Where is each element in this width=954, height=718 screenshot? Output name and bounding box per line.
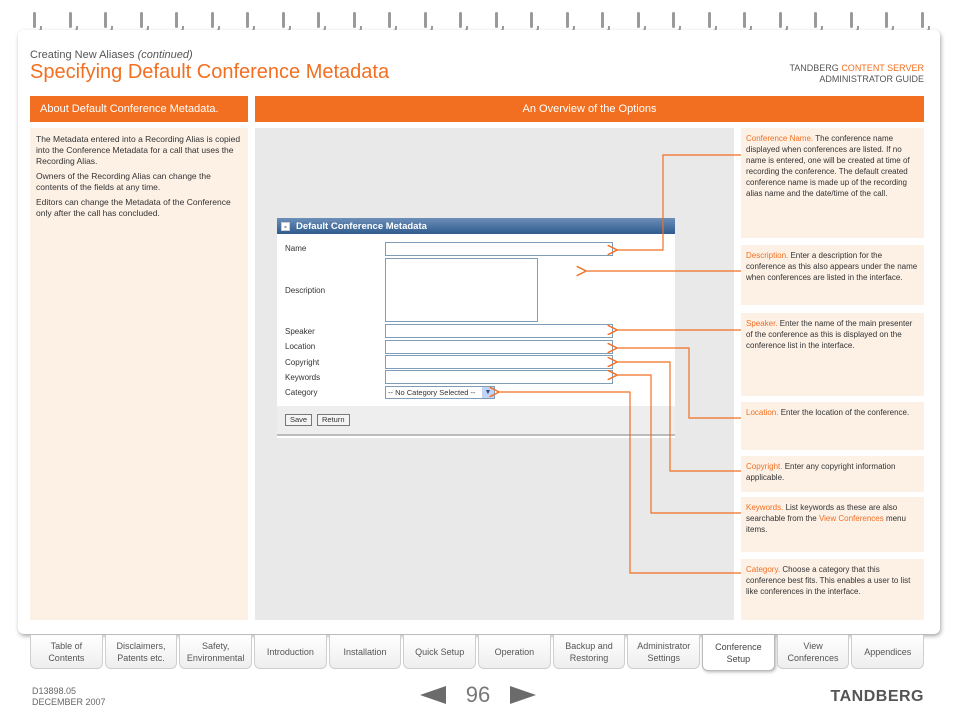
callout-label: Copyright.: [746, 462, 783, 471]
about-section-bar: About Default Conference Metadata.: [30, 96, 248, 122]
callout-text: Enter the name of the main presenter of the conference as this is displayed on the conference list in the interface.: [746, 319, 913, 350]
form-button-bar: [277, 406, 675, 436]
name-label: Name: [285, 244, 307, 253]
about-paragraph: Owners of the Recording Alias can change the contents of the fields at any time.: [36, 171, 211, 192]
tab-conference-setup[interactable]: Conference Setup: [702, 635, 775, 671]
about-text-panel: [30, 128, 248, 620]
document-id: D13898.05: [32, 686, 77, 696]
document-info: [32, 686, 106, 708]
tab-appendices[interactable]: Appendices: [851, 635, 924, 669]
callout-label: Speaker.: [746, 319, 778, 328]
callout-category: [741, 559, 924, 620]
speaker-input[interactable]: [385, 324, 613, 338]
product-brand: TANDBERG: [789, 63, 839, 73]
page-number: 96: [465, 682, 491, 707]
speaker-label: Speaker: [285, 327, 315, 336]
category-selected-value: -- No Category Selected --: [388, 388, 476, 397]
return-button[interactable]: Return: [317, 414, 350, 426]
tab-disclaimers[interactable]: Disclaimers, Patents etc.: [105, 635, 178, 669]
save-button[interactable]: Save: [285, 414, 312, 426]
default-metadata-form: [277, 218, 675, 438]
callout-text: Enter any copyright information applicable.: [746, 462, 896, 482]
callout-label: Location.: [746, 408, 779, 417]
tandberg-logo: TANDBERG: [830, 688, 924, 705]
subtitle-suffix: (continued): [137, 49, 193, 61]
callout-text: Choose a category that this conference best fits. This enables a user to list like conferences in the interface.: [746, 565, 911, 596]
keywords-label: Keywords: [285, 373, 321, 382]
callout-keywords: [741, 497, 924, 552]
product-name: CONTENT SERVER: [841, 63, 924, 73]
form-title: Default Conference Metadata: [296, 220, 427, 232]
dropdown-arrow-icon: ▼: [482, 387, 494, 398]
copyright-input[interactable]: [385, 355, 613, 369]
callout-name: [741, 128, 924, 238]
keywords-input[interactable]: [385, 370, 613, 384]
about-paragraph: The Metadata entered into a Recording Alias is copied into the Conference Metadata for a call that uses the Recording Alias.: [36, 134, 241, 166]
location-input[interactable]: [385, 340, 613, 354]
callout-label: Conference Name.: [746, 134, 814, 143]
tab-table-of-contents[interactable]: Table of Contents: [30, 635, 103, 669]
callout-label: Description.: [746, 251, 789, 260]
callout-label: Keywords.: [746, 503, 784, 512]
category-label: Category: [285, 388, 318, 397]
tab-safety[interactable]: Safety, Environmental: [179, 635, 252, 669]
category-select[interactable]: [385, 386, 495, 399]
location-label: Location: [285, 342, 316, 351]
next-page-icon[interactable]: [510, 686, 536, 704]
collapse-toggle-icon[interactable]: -: [281, 222, 290, 231]
section-subtitle: [30, 49, 193, 61]
page-navigator: [420, 682, 536, 708]
description-textarea[interactable]: [385, 258, 538, 322]
tab-backup-restoring[interactable]: Backup and Restoring: [553, 635, 626, 669]
tab-view-conferences[interactable]: View Conferences: [777, 635, 850, 669]
view-conferences-link[interactable]: View Conferences: [818, 514, 884, 523]
tab-introduction[interactable]: Introduction: [254, 635, 327, 669]
callout-text: Enter a description for the conference as this also appears under the name when conferences are listed in the interface.: [746, 251, 918, 282]
tab-operation[interactable]: Operation: [478, 635, 551, 669]
callout-text: The conference name displayed when conferences are listed. If no name is entered, one will be created at time of recording the conference. The default created conference name is made up of the recording alias name and the date/time of the call.: [746, 134, 910, 198]
product-header: [789, 63, 924, 85]
tab-quick-setup[interactable]: Quick Setup: [403, 635, 476, 669]
callout-label: Category.: [746, 565, 781, 574]
tab-administrator-settings[interactable]: Administrator Settings: [627, 635, 700, 669]
overview-section-bar: An Overview of the Options: [255, 96, 924, 122]
callout-text: List keywords as these are also searchable from the: [746, 503, 898, 523]
description-label: Description: [285, 286, 326, 295]
callout-description: [741, 245, 924, 305]
guide-name: ADMINISTRATOR GUIDE: [819, 74, 924, 84]
subtitle-text: Creating New Aliases: [30, 49, 135, 61]
section-tabs: [30, 635, 924, 669]
callout-copyright: [741, 456, 924, 492]
about-paragraph: Editors can change the Metadata of the Conference only after the call has concluded.: [36, 197, 231, 218]
callout-text: menu items.: [746, 514, 906, 534]
callout-text: Enter the location of the conference.: [778, 408, 910, 417]
page-title: Specifying Default Conference Metadata: [30, 61, 390, 83]
tab-installation[interactable]: Installation: [329, 635, 402, 669]
document-date: DECEMBER 2007: [32, 697, 106, 707]
form-title-bar: [277, 218, 675, 234]
name-input[interactable]: [385, 242, 613, 256]
previous-page-icon[interactable]: [420, 686, 446, 704]
copyright-label: Copyright: [285, 358, 320, 367]
callout-speaker: [741, 313, 924, 396]
callout-location: [741, 402, 924, 450]
